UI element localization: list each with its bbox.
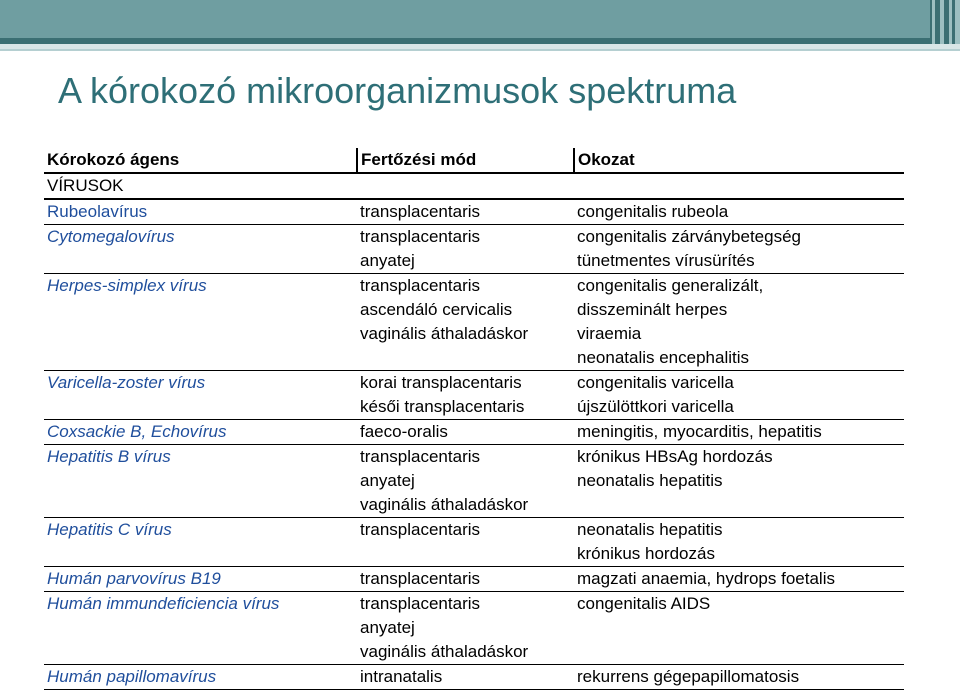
effect-line: congenitalis zárványbetegség	[577, 227, 801, 246]
mode-line: vaginális áthaladáskor	[360, 642, 529, 661]
agent-cell: Humán parvovírus B19	[44, 567, 357, 592]
effect-cell	[574, 274, 904, 371]
header-stripe	[955, 0, 960, 44]
effect-line: krónikus HBsAg hordozás	[577, 447, 773, 466]
header-underline-accent	[0, 49, 960, 51]
table-row	[44, 225, 904, 274]
effect-line: meningitis, myocarditis, hepatitis	[577, 422, 822, 441]
slide-title: A kórokozó mikroorganizmusok spektruma	[58, 70, 737, 111]
table-row	[44, 592, 904, 665]
mode-cell	[357, 665, 574, 690]
mode-line: faeco-oralis	[360, 422, 448, 441]
effect-cell	[574, 420, 904, 445]
effect-line: congenitalis varicella	[577, 373, 734, 392]
mode-line: vaginális áthaladáskor	[360, 495, 529, 514]
mode-cell	[357, 518, 574, 567]
effect-line: krónikus hordozás	[577, 544, 715, 563]
mode-line: korai transplacentaris	[360, 373, 522, 392]
effect-line: congenitalis AIDS	[577, 594, 711, 613]
agent-cell: Humán immundeficiencia vírus	[44, 592, 357, 665]
mode-line: vaginális áthaladáskor	[360, 324, 529, 343]
mode-line: késői transplacentaris	[360, 397, 525, 416]
table-row	[44, 199, 904, 225]
mode-line: transplacentaris	[360, 520, 481, 539]
table-row	[44, 274, 904, 371]
mode-line: transplacentaris	[360, 447, 481, 466]
header-stripe	[949, 0, 952, 44]
effect-line: tünetmentes vírusürítés	[577, 251, 755, 270]
effect-line: congenitalis rubeola	[577, 202, 729, 221]
mode-line: transplacentaris	[360, 276, 481, 295]
effect-line: congenitalis generalizált,	[577, 276, 764, 295]
mode-cell	[357, 420, 574, 445]
agent-cell: Hepatitis C vírus	[44, 518, 357, 567]
header-effect: Okozat	[574, 148, 904, 173]
effect-cell	[574, 567, 904, 592]
effect-cell	[574, 445, 904, 518]
mode-line: ascendáló cervicalis	[360, 300, 513, 319]
mode-line: anyatej	[360, 251, 415, 270]
effect-line: újszülöttkori varicella	[577, 397, 734, 416]
effect-line: neonatalis encephalitis	[577, 348, 750, 367]
effect-line: neonatalis hepatitis	[577, 471, 723, 490]
header-stripe	[932, 0, 935, 44]
header-bar-light	[0, 0, 930, 38]
header-stripe	[940, 0, 944, 44]
pathogen-table	[44, 148, 904, 690]
agent-cell: Hepatitis B vírus	[44, 445, 357, 518]
effect-cell	[574, 199, 904, 225]
table-row	[44, 665, 904, 690]
effect-line: viraemia	[577, 324, 642, 343]
effect-line: magzati anaemia, hydrops foetalis	[577, 569, 835, 588]
mode-line: transplacentaris	[360, 594, 481, 613]
table-header-row	[44, 148, 904, 173]
effect-cell	[574, 518, 904, 567]
agent-cell: Humán papillomavírus	[44, 665, 357, 690]
effect-cell	[574, 665, 904, 690]
table-row	[44, 371, 904, 420]
effect-cell	[574, 371, 904, 420]
header-agent: Kórokozó ágens	[44, 148, 357, 173]
category-row	[44, 173, 904, 199]
mode-cell	[357, 371, 574, 420]
effect-cell	[574, 225, 904, 274]
category-label: VÍRUSOK	[44, 173, 904, 199]
mode-line: anyatej	[360, 618, 415, 637]
agent-cell: Rubeolavírus	[44, 199, 357, 225]
agent-cell: Cytomegalovírus	[44, 225, 357, 274]
mode-cell	[357, 592, 574, 665]
mode-cell	[357, 445, 574, 518]
mode-cell	[357, 225, 574, 274]
header-bar	[0, 0, 960, 44]
mode-line: transplacentaris	[360, 227, 481, 246]
agent-cell: Herpes-simplex vírus	[44, 274, 357, 371]
mode-cell	[357, 274, 574, 371]
mode-cell	[357, 567, 574, 592]
table-row	[44, 518, 904, 567]
mode-line: transplacentaris	[360, 569, 481, 588]
agent-cell: Coxsackie B, Echovírus	[44, 420, 357, 445]
mode-line: anyatej	[360, 471, 415, 490]
effect-line: rekurrens gégepapillomatosis	[577, 667, 800, 686]
header-mode: Fertőzési mód	[357, 148, 574, 173]
mode-cell	[357, 199, 574, 225]
table-row	[44, 420, 904, 445]
agent-cell: Varicella-zoster vírus	[44, 371, 357, 420]
table-row	[44, 567, 904, 592]
effect-cell	[574, 592, 904, 665]
mode-line: transplacentaris	[360, 202, 481, 221]
effect-line: neonatalis hepatitis	[577, 520, 723, 539]
table-row	[44, 445, 904, 518]
mode-line: intranatalis	[360, 667, 443, 686]
effect-line: disszeminált herpes	[577, 300, 728, 319]
